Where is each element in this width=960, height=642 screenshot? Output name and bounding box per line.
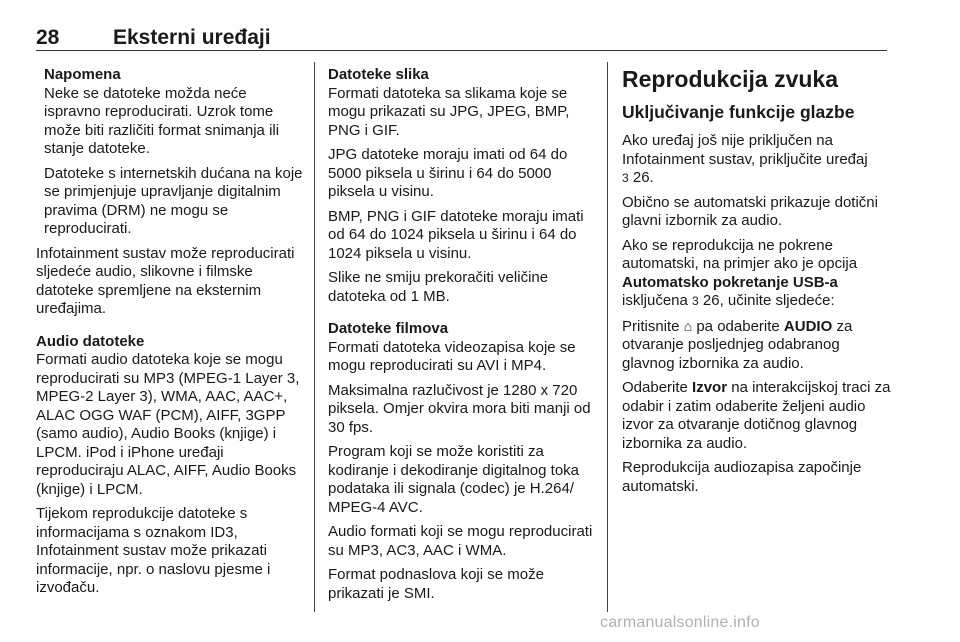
page-number: 28 [36,26,60,49]
audio-button-label: AUDIO [783,317,833,335]
section-heading: Reprodukcija zvuka [622,66,839,92]
audio-paragraph-1: Formati audio datoteka koje se mogu reproducirati su MP3 (MPEG-1 Layer 3, MPEG-2 Layer 3), WMA, AAC, AAC+, ALAC OGG WAF (PCM), AIFF, 3GPP (samo audio), Audio Books (knjige) i LPCM. iPod i iPhone uređaji reproduciraju ALAC, AIFF, Audio Books (knjige) i LPCM. [36,351,300,498]
press-text-a: Pritisnite [622,317,680,335]
column-2 [328,66,596,609]
column-divider-2 [607,62,608,612]
movie-paragraph-2: Maksimalna razlučivost je 1280 x 720 piksela. Omjer okvira mora biti manji od 30 fps. [328,381,591,436]
source-button-label: Izvor [692,379,728,396]
movie-files-heading: Datoteke filmova [328,320,449,337]
press-text-c: za otvaranje posljednjeg odabranog glavnog izbornika za audio. [622,317,853,372]
autoplay-text-b: isključena [622,292,688,309]
page-title: Eksterni uređaji [113,26,271,49]
page-ref-link[interactable]: 26. [632,169,654,186]
select-source-paragraph [622,379,892,453]
press-text-b: pa odaberite [696,317,780,335]
watermark: carmanualsonline.info [600,614,760,631]
column-1 [36,66,304,604]
audio-paragraph-2: Tijekom reprodukcije datoteke s informacijama s oznakom ID3, Infotainment sustav može prikazati informacije, npr. o naslovu pjesme i izvođaču. [36,505,271,596]
autoplay-paragraph [622,237,892,311]
autoplay-option-label: Automatsko pokretanje USB-a [622,273,838,291]
movie-paragraph-1: Formati datoteka videozapisa koje se mogu reproducirati su AVI i MP4. [328,338,576,374]
page-ref-arrow-icon: 3 [692,294,699,308]
select-text-a: Odaberite [622,379,688,396]
page-ref-arrow-icon: 3 [622,171,629,185]
intro-paragraph: Infotainment sustav može reproducirati sljedeće audio, slikovne i filmske datoteke spremljene na eksternim uređajima. [36,244,295,317]
note-box [36,66,304,239]
note-paragraph-1: Neke se datoteke možda neće ispravno reproducirati. Uzrok tome može biti različiti format snimanja ili stanje datoteke. [44,84,280,157]
audio-files-heading: Audio datoteke [36,332,145,350]
page-header [36,26,886,52]
column-3 [622,66,892,502]
connect-text: Ako uređaj još nije priključen na Infotainment sustav, priključite uređaj [622,132,868,168]
movie-paragraph-3: Program koji se može koristiti za kodiranje i dekodiranje digitalnog toka podataka ili signala (codec) je H.264/ MPEG-4 AVC. [328,443,580,516]
image-paragraph-2: JPG datoteke moraju imati od 64 do 5000 piksela u širinu i 64 do 5000 piksela u visinu. [328,146,568,200]
movie-paragraph-5: Format podnaslova koji se može prikazati je SMI. [328,566,544,602]
movie-paragraph-4: Audio formati koji se mogu reproducirati su MP3, AC3, AAC i WMA. [328,523,593,559]
autostart-paragraph: Reprodukcija audiozapisa započinje automatski. [622,459,862,495]
autoplay-text-c: 26, učinite sljedeće: [702,292,835,309]
note-title: Napomena [44,66,121,83]
auto-menu-paragraph: Obično se automatski prikazuje dotični glavni izbornik za audio. [622,193,878,229]
note-paragraph-2: Datoteke s internetskih dućana na koje se primjenjuje upravljanje digitalnim pravima (DRM) ne mogu se reproducirati. [44,164,303,237]
column-divider-1 [314,62,315,612]
image-files-heading: Datoteke slika [328,66,429,83]
header-divider [36,50,887,51]
image-paragraph-3: BMP, PNG i GIF datoteke moraju imati od 64 do 1024 piksela u širinu i 64 do 1024 piksela u visinu. [328,207,584,262]
image-paragraph-4: Slike ne smiju prekoračiti veličine datoteka od 1 MB. [328,269,549,305]
press-home-paragraph [622,317,892,374]
subsection-heading: Uključivanje funkcije glazbe [622,102,855,122]
image-paragraph-1: Formati datoteka sa slikama koje se mogu prikazati su JPG, JPEG, BMP, PNG i GIF. [328,84,570,139]
select-text-b: na interakcijskoj traci za odabir i zatim odaberite željeni audio izvor za otvaranje dotičnog glavnog izbornika za audio. [622,379,891,452]
home-icon: ⌂ [683,317,693,334]
autoplay-text-a: Ako se reprodukcija ne pokrene automatski, na primjer ako je opcija [622,236,858,272]
connect-paragraph [622,132,892,188]
